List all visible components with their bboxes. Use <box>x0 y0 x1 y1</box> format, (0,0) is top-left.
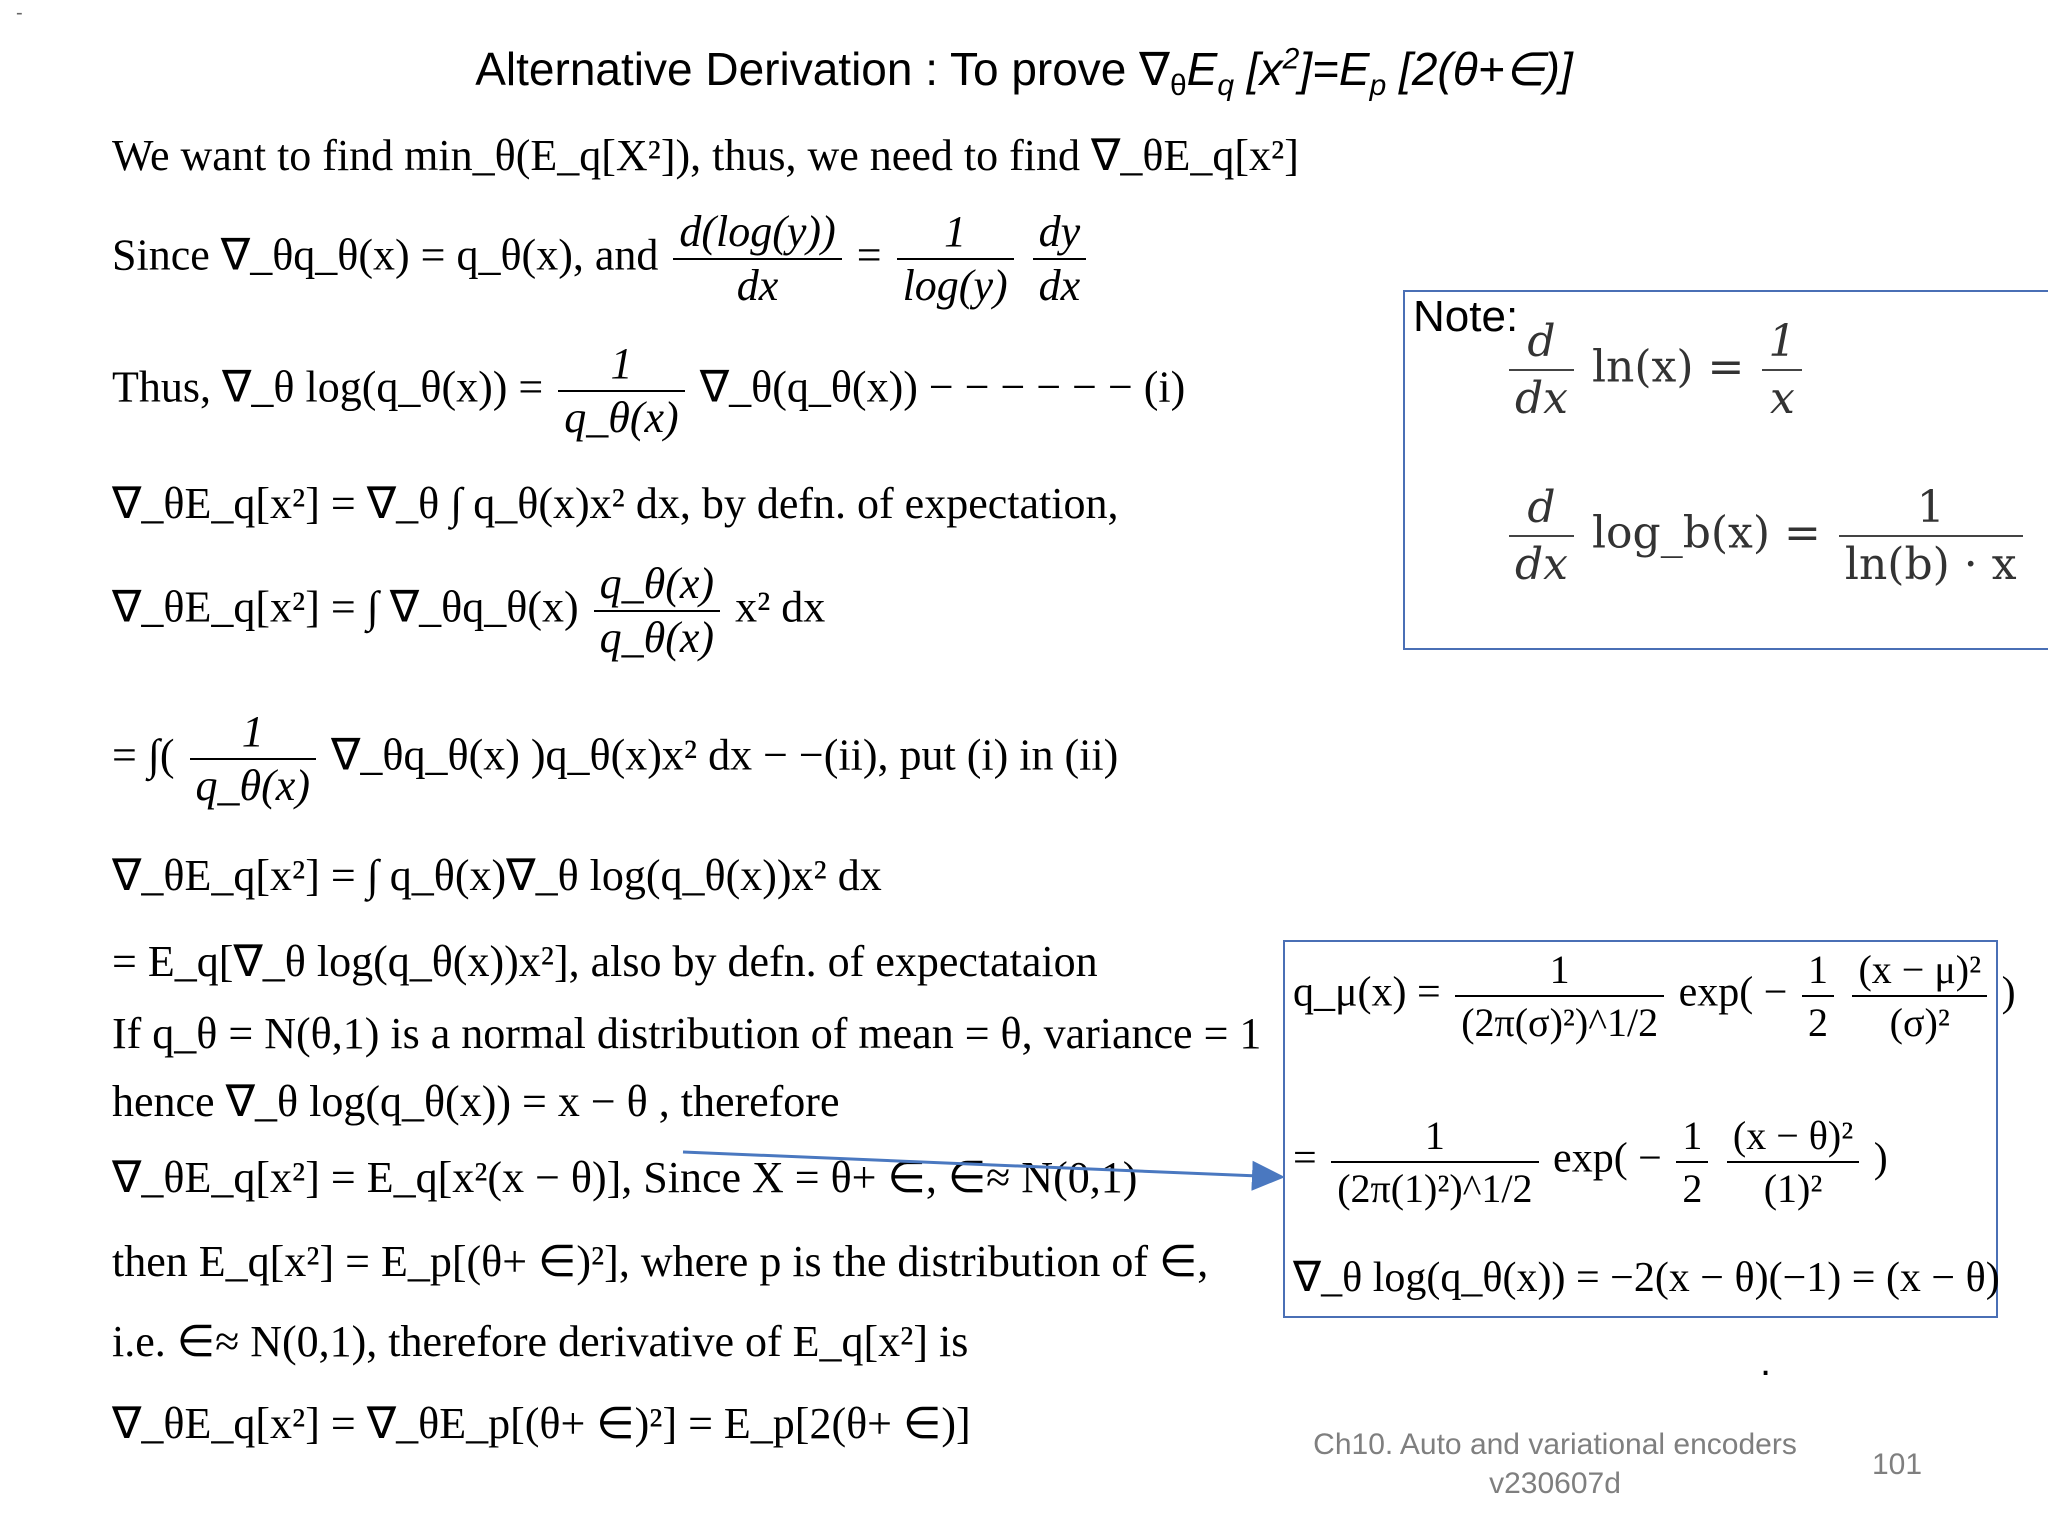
derivation-line-12: then E_q[x²] = E_p[(θ+ ∈)²], where p is the distribution of ∈, <box>112 1237 1209 1286</box>
stray-dot: . <box>1760 1340 1772 1384</box>
note-logb-dx: dx <box>1515 539 1568 590</box>
derivation-line-11: ∇_θE_q[x²] = E_q[x²(x − θ)], Since X = θ+ ∈, ∈≈ N(0,1) <box>112 1153 1138 1202</box>
pdf-gradient-line: ∇_θ log(q_θ(x)) = −2(x − θ)(−1) = (x − θ) <box>1293 1255 2000 1301</box>
title-e: E <box>1186 43 1218 95</box>
note-logb-den: ln(b) · x <box>1844 539 2017 590</box>
pdf-mu-exp: exp( − <box>1678 969 1788 1016</box>
footer-course: Ch10. Auto and variational encoders <box>1313 1428 1797 1461</box>
title-rest: ]=E <box>1299 43 1370 95</box>
one-over-log-num: 1 <box>897 208 1014 260</box>
corner-mark: - <box>16 2 23 24</box>
line-6-den: q_θ(x) <box>195 761 310 811</box>
dlog-num: d(log(y)) <box>673 208 841 260</box>
note-ln-d: d <box>1509 316 1574 371</box>
line-2-text: Since ∇_θq_θ(x) = q_θ(x), and <box>112 230 659 280</box>
title-sub-p: p <box>1369 69 1387 103</box>
pdf-theta-half-den: 2 <box>1682 1166 1703 1211</box>
note-ln-mid: ln(x) = <box>1591 341 1745 393</box>
derivation-line-10: hence ∇_θ log(q_θ(x)) = x − θ , therefore <box>112 1077 840 1126</box>
pdf-mu-quad-den: (σ)² <box>1889 1000 1950 1045</box>
derivation-line-13: i.e. ∈≈ N(0,1), therefore derivative of E_q[x²] is <box>112 1317 969 1366</box>
line-3-post: ∇_θ(q_θ(x)) − − − − − − (i) <box>699 362 1186 412</box>
pdf-theta-quad-num: (x − θ)² <box>1727 1112 1859 1163</box>
note-ln-num: 1 <box>1762 316 1802 371</box>
derivation-line-1: We want to find min_θ(E_q[X²]), thus, we need to find ∇_θE_q[x²] <box>112 131 1299 180</box>
line-2-equals: = <box>856 230 882 280</box>
note-logb-num: 1 <box>1839 482 2023 537</box>
slide-footer <box>1290 1425 1820 1503</box>
note-label: Note: <box>1413 292 1519 341</box>
line-6-num: 1 <box>190 708 316 760</box>
title-sub-theta: θ <box>1169 69 1187 103</box>
pdf-theta-norm-den: (2π(1)²)^1/2 <box>1337 1166 1533 1211</box>
note-ln-dx: dx <box>1515 373 1568 424</box>
note-logb-d: d <box>1509 482 1574 537</box>
footer-version: v230607d <box>1489 1467 1621 1500</box>
pdf-theta-pre: = <box>1293 1135 1317 1182</box>
dx-den: dx <box>1038 261 1081 311</box>
dlog-den: dx <box>736 261 779 311</box>
pdf-theta-half-num: 1 <box>1676 1112 1708 1163</box>
pdf-mu-close: ) <box>2001 969 2016 1016</box>
pdf-theta-quad-den: (1)² <box>1763 1166 1823 1211</box>
derivation-line-7: ∇_θE_q[x²] = ∫ q_θ(x)∇_θ log(q_θ(x))x² dx <box>112 851 882 900</box>
one-over-log-den: log(y) <box>902 261 1008 311</box>
line-3-pre: Thus, ∇_θ log(q_θ(x)) = <box>112 362 544 412</box>
line-6-post: ∇_θq_θ(x) )q_θ(x)x² dx − −(ii), put (i) in (ii) <box>330 730 1119 780</box>
title-prefix: Alternative Derivation : To prove ∇ <box>475 43 1170 95</box>
derivation-line-14: ∇_θE_q[x²] = ∇_θE_p[(θ+ ∈)²] = E_p[2(θ+ ∈)] <box>112 1399 971 1448</box>
pdf-theta-exp: exp( − <box>1553 1135 1662 1182</box>
pdf-theta-norm-num: 1 <box>1331 1112 1538 1163</box>
line-5-post: x² dx <box>735 582 826 632</box>
note-logb-mid: log_b(x) = <box>1591 507 1821 559</box>
title-sup-2: 2 <box>1282 42 1300 76</box>
derivation-line-9: If q_θ = N(θ,1) is a normal distribution of mean = θ, variance = 1 <box>112 1009 1262 1058</box>
title-end: [2(θ+∈)] <box>1386 43 1573 95</box>
derivation-line-8: = E_q[∇_θ log(q_θ(x))x²], also by defn. of expectataion <box>112 937 1098 986</box>
derivation-line-4: ∇_θE_q[x²] = ∇_θ ∫ q_θ(x)x² dx, by defn. of expectation, <box>112 479 1119 528</box>
pdf-mu-quad-num: (x − μ)² <box>1852 946 1987 997</box>
title-bracket-open: [x <box>1234 43 1283 95</box>
line-5-pre: ∇_θE_q[x²] = ∫ ∇_θq_θ(x) <box>112 582 579 632</box>
title-sub-q: q <box>1217 69 1235 103</box>
line-3-den: q_θ(x) <box>564 393 679 443</box>
pdf-mu-pre: q_μ(x) = <box>1293 969 1441 1016</box>
line-5-num: q_θ(x) <box>594 560 720 612</box>
note-ln-den: x <box>1769 373 1795 424</box>
arrow-line <box>683 1152 1282 1177</box>
line-6-pre: = ∫( <box>112 730 175 780</box>
pdf-mu-norm-num: 1 <box>1455 946 1664 997</box>
pdf-theta-close: ) <box>1873 1135 1888 1182</box>
dy-num: dy <box>1033 208 1087 260</box>
pdf-mu-half-num: 1 <box>1802 946 1834 997</box>
page-number: 101 <box>1872 1448 1923 1481</box>
line-3-num: 1 <box>558 340 684 392</box>
pdf-mu-norm-den: (2π(σ)²)^1/2 <box>1461 1000 1659 1045</box>
pdf-mu-half-den: 2 <box>1807 1000 1828 1045</box>
line-5-den: q_θ(x) <box>599 613 715 663</box>
